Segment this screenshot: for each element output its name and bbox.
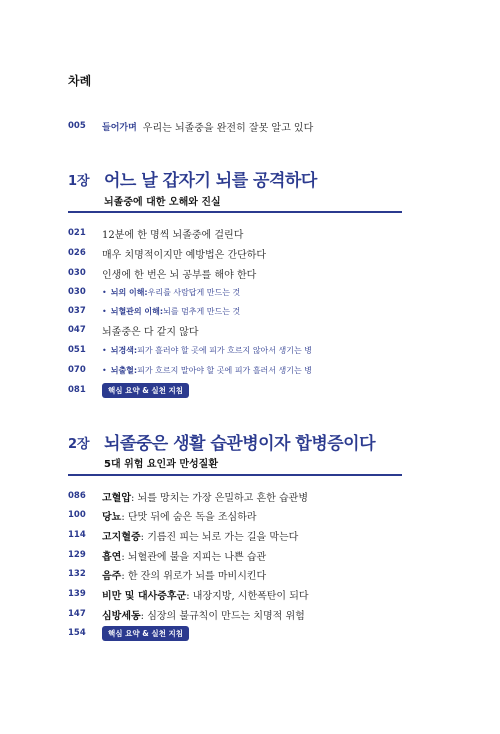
page-number: 154 bbox=[68, 628, 86, 638]
entry-term: 음주 bbox=[102, 570, 122, 582]
chapter-title[interactable]: 어느 날 갑자기 뇌를 공격하다 bbox=[104, 171, 317, 191]
entry-text: 우리를 사람답게 만드는 것 bbox=[147, 287, 241, 297]
entry-term: 뇌경색: bbox=[110, 345, 138, 355]
toc-entry[interactable] bbox=[68, 606, 305, 622]
page-number: 132 bbox=[68, 569, 86, 579]
page-number: 047 bbox=[68, 325, 86, 335]
entry-term: 고지혈증 bbox=[102, 531, 141, 543]
toc-subentry[interactable] bbox=[68, 362, 312, 378]
entry-text: 인생에 한 번은 뇌 공부를 해야 한다 bbox=[102, 269, 257, 281]
entry-text: : 뇌를 망치는 가장 은밀하고 흔한 습관병 bbox=[130, 492, 308, 504]
entry-text: 뇌졸중은 다 같지 않다 bbox=[102, 326, 199, 338]
chapter-divider bbox=[68, 474, 402, 476]
entry-term: 심방세동 bbox=[102, 610, 141, 622]
toc-entry[interactable] bbox=[68, 586, 309, 602]
page-number: 147 bbox=[68, 609, 86, 619]
toc-entry[interactable] bbox=[68, 547, 266, 563]
entry-term: 뇌출혈: bbox=[110, 365, 138, 375]
toc-title: 차례 bbox=[68, 74, 92, 88]
chapter-divider bbox=[68, 211, 402, 213]
entry-term: 뇌혈관의 이해: bbox=[110, 306, 164, 316]
bullet-icon: • bbox=[102, 287, 107, 297]
page-number: 051 bbox=[68, 345, 86, 355]
toc-subentry[interactable] bbox=[68, 342, 312, 358]
intro-label: 들어가며 bbox=[102, 122, 137, 133]
toc-entry[interactable] bbox=[68, 507, 257, 523]
entry-text: : 단맛 뒤에 숨은 독을 조심하라 bbox=[121, 511, 257, 523]
entry-text: 우리는 뇌졸중을 완전히 잘못 알고 있다 bbox=[142, 122, 314, 134]
chapter-number: 1장 bbox=[68, 174, 90, 189]
bullet-icon: • bbox=[102, 345, 107, 355]
chapter-number: 2장 bbox=[68, 437, 90, 452]
page-number: 114 bbox=[68, 530, 86, 540]
entry-text: : 한 잔의 위로가 뇌를 마비시킨다 bbox=[121, 570, 267, 582]
summary-badge: 핵심 요약 & 실천 지침 bbox=[102, 626, 189, 641]
entry-text: 12분에 한 명씩 뇌졸중에 걸린다 bbox=[102, 229, 244, 241]
entry-text: 피가 흐르지 말아야 할 곳에 피가 흘러서 생기는 병 bbox=[137, 365, 313, 375]
page-number: 005 bbox=[68, 121, 86, 131]
entry-text: 피가 흘러야 할 곳에 피가 흐르지 않아서 생기는 병 bbox=[137, 345, 313, 355]
entry-text: : 기름진 피는 뇌로 가는 길을 막는다 bbox=[140, 531, 299, 543]
toc-entry[interactable] bbox=[68, 245, 266, 261]
toc-subentry[interactable] bbox=[68, 303, 240, 319]
toc-entry[interactable] bbox=[68, 566, 266, 582]
toc-entry[interactable] bbox=[68, 265, 256, 281]
page-number: 030 bbox=[68, 268, 86, 278]
entry-text: 매우 치명적이지만 예방법은 간단하다 bbox=[102, 249, 267, 261]
entry-term: 흡연 bbox=[102, 551, 122, 563]
toc-entry[interactable] bbox=[68, 225, 243, 241]
entry-term: 당뇨 bbox=[102, 511, 122, 523]
toc-summary-entry[interactable] bbox=[68, 625, 189, 641]
entry-term: 고혈압 bbox=[102, 492, 131, 504]
toc-entry[interactable] bbox=[68, 527, 298, 543]
entry-term: 비만 및 대사증후군 bbox=[102, 590, 187, 602]
intro-entry[interactable] bbox=[68, 118, 313, 134]
bullet-icon: • bbox=[102, 365, 107, 375]
entry-text: : 심장의 불규칙이 만드는 치명적 위험 bbox=[140, 610, 305, 622]
entry-text: : 뇌혈관에 불을 지피는 나쁜 습관 bbox=[121, 551, 267, 563]
toc-entry[interactable] bbox=[68, 488, 308, 504]
page-number: 081 bbox=[68, 385, 86, 395]
page-number: 037 bbox=[68, 306, 86, 316]
chapter-subtitle: 5대 위험 요인과 만성질환 bbox=[104, 459, 219, 470]
page-number: 129 bbox=[68, 550, 86, 560]
toc-entry[interactable] bbox=[68, 322, 198, 338]
bullet-icon: • bbox=[102, 306, 107, 316]
entry-text: : 내장지방, 시한폭탄이 되다 bbox=[186, 590, 309, 602]
page-number: 139 bbox=[68, 589, 86, 599]
page-number: 021 bbox=[68, 228, 86, 238]
chapter-subtitle: 뇌졸중에 대한 오해와 진실 bbox=[104, 197, 221, 208]
toc-summary-entry[interactable] bbox=[68, 382, 189, 398]
chapter-title[interactable]: 뇌졸중은 생활 습관병이자 합병증이다 bbox=[104, 434, 376, 454]
entry-text: 뇌를 멈추게 만드는 것 bbox=[163, 306, 241, 316]
summary-badge: 핵심 요약 & 실천 지침 bbox=[102, 383, 189, 398]
entry-term: 뇌의 이해: bbox=[110, 287, 148, 297]
page-number: 086 bbox=[68, 491, 86, 501]
page-number: 070 bbox=[68, 365, 86, 375]
page-number: 100 bbox=[68, 510, 86, 520]
page-number: 026 bbox=[68, 248, 86, 258]
toc-subentry[interactable] bbox=[68, 284, 240, 300]
page-number: 030 bbox=[68, 287, 86, 297]
